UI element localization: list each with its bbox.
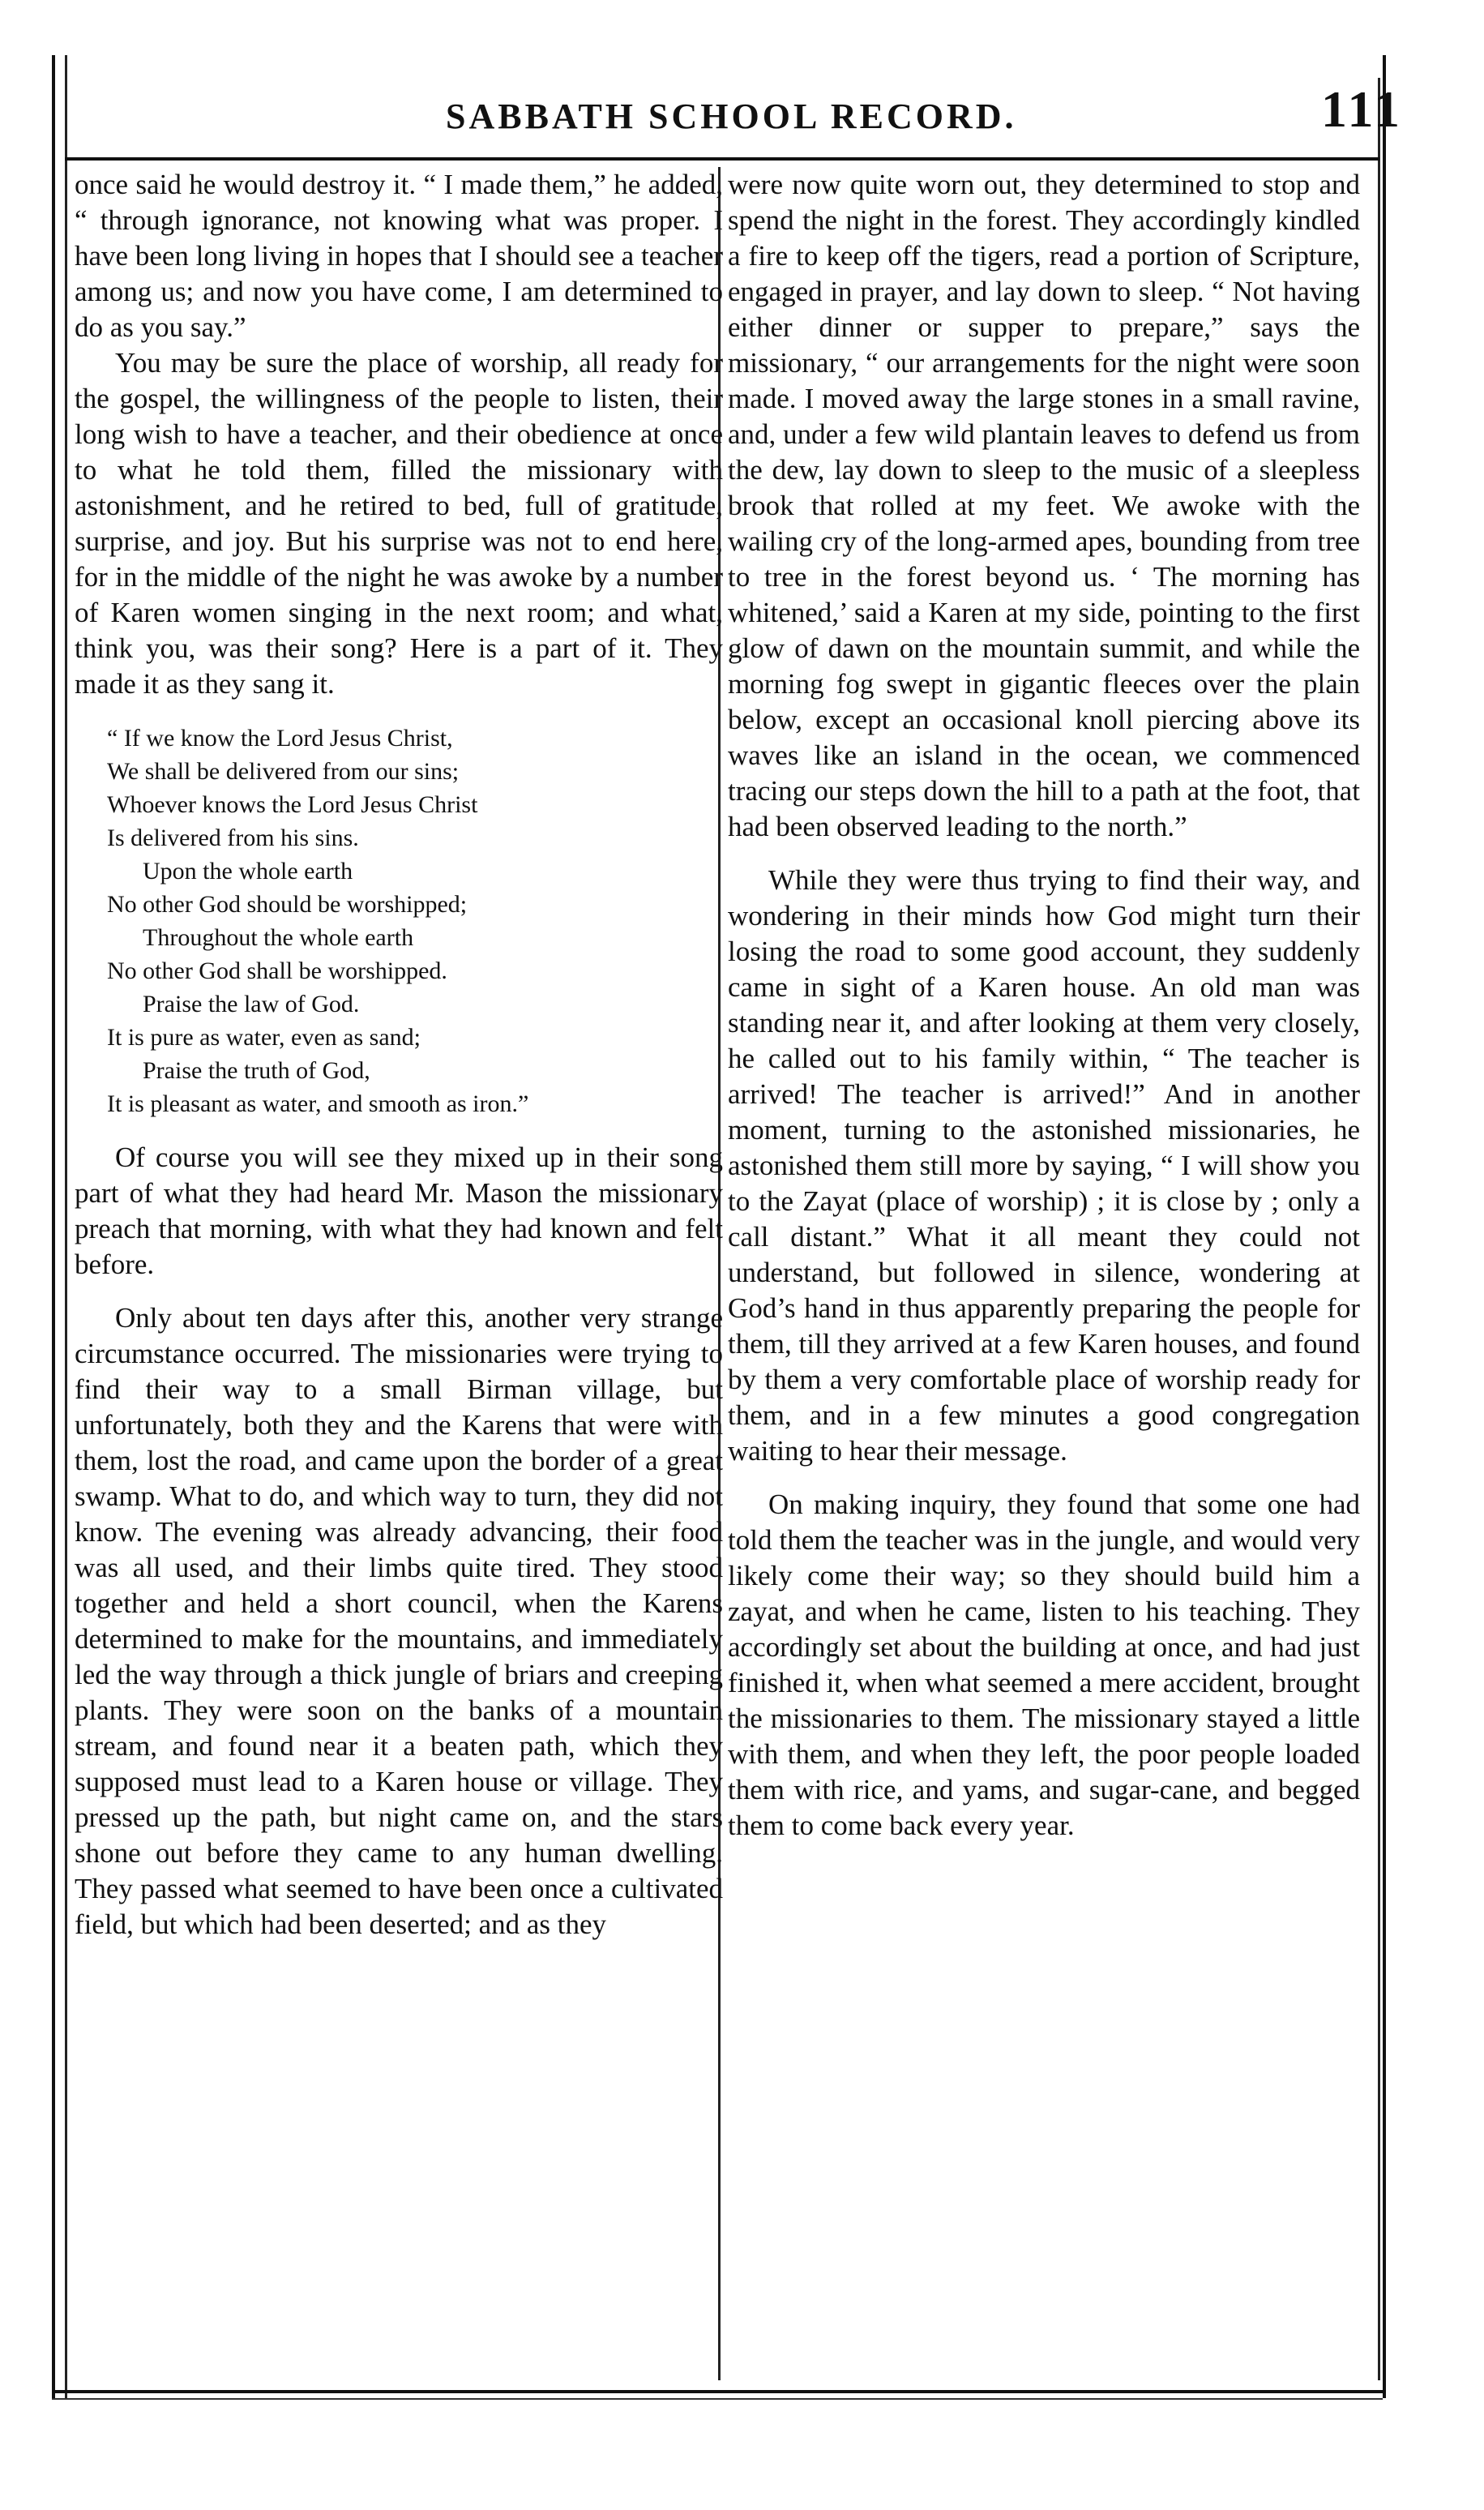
verse-line: Whoever knows the Lord Jesus Christ: [107, 791, 478, 818]
paragraph: On making inquiry, they found that some one had told them the teacher was in the jungle, and would very likely come their way; so they should build him a zayat, and when he came, listen to his teaching. They accordingly set about the building at once, and had just finished it, when what seemed a mere accident, brought the missionaries to them. The missionary stayed a little with them, and when they left, the poor people loaded them with rice, and yams, and sugar-cane, and begged them to come back every year.: [728, 1488, 1360, 1841]
right-column: [728, 167, 1360, 1844]
paragraph: Of course you will see they mixed up in their song part of what they had heard Mr. Mason the missionary preach that morning, with what they had known and felt before.: [75, 1141, 723, 1280]
paragraph: While they were thus trying to find their way, and wondering in their minds how God might turn their losing the road to some good account, they suddenly came in sight of a Karen house. An old man was standing near it, and after looking at them very closely, he called out to his family within, “ The teacher is arrived! The teacher is arrived!” And in another moment, turning to the astonished missionaries, he astonished them still more by saying, “ I will show you to the Zayat (place of worship) ; it is close by ; only a call distant.” What it all meant they could not understand, but followed in silence, wondering at God’s hand in thus apparently preparing the people for them, till they arrived at a few Karen houses, and found by them a very comfortable place of worship ready for them, and in a few minutes a good congregation waiting to hear their message.: [728, 864, 1360, 1467]
border-rule-left: [65, 55, 67, 2398]
verse-line: No other God should be worshipped;: [107, 891, 468, 918]
left-column: [75, 167, 723, 1942]
verse-line: Praise the law of God.: [143, 991, 360, 1017]
paragraph: Only about ten days after this, another very strange circumstance occurred. The missionaries were trying to find their way to a small Birman village, but unfortunately, both they and the Karens that were with them, lost the road, and came upon the border of a great swamp. What to do, and which way to turn, they did not know. The evening was already advancing, their food was all used, and their limbs quite tired. They stood together and held a short council, when the Karens determined to make for the mountains, and immediately led the way through a thick jungle of briars and creeping plants. They were soon on the banks of a mountain stream, and found near it a beaten path, which they supposed must lead to a Karen house or village. They pressed up the path, but night came on, and the stars shone out before they came to any human dwelling. They passed what seemed to have been once a cultivated field, but which had been deserted; and as they: [75, 1302, 723, 1940]
paragraph: You may be sure the place of worship, all ready for the gospel, the willingness of the people to listen, their long wish to have a teacher, and their obedience at once to what he told them, filled the missionary with astonishment, and he retired to bed, full of gratitude, surprise, and joy. But his surprise was not to end here, for in the middle of the night he was awoke by a number of Karen women singing in the next room; and what, think you, was their song? Here is a part of it. They made it as they sang it.: [75, 347, 723, 700]
verse-line: Praise the truth of God,: [143, 1057, 370, 1084]
page-header: [65, 62, 1403, 161]
verse-line: We shall be delivered from our sins;: [107, 758, 460, 785]
page-number: 111: [1321, 80, 1403, 138]
running-head: SABBATH SCHOOL RECORD.: [446, 96, 1017, 136]
verse-line: Throughout the whole earth: [143, 924, 414, 951]
paragraph: once said he would destroy it. “ I made them,” he added, “ through ignorance, not knowing what was proper. I have been long living in hopes that I should see a teacher among us; and now you have come, I am determined to do as you say.”: [75, 169, 723, 343]
bottom-rule: [52, 2390, 1383, 2393]
verse-line: It is pleasant as water, and smooth as iron.”: [107, 1090, 529, 1117]
song-verse: [107, 722, 723, 1120]
verse-line: Upon the whole earth: [143, 858, 353, 884]
verse-line: “ If we know the Lord Jesus Christ,: [107, 725, 453, 752]
paragraph: were now quite worn out, they determined to stop and spend the night in the forest. They accordingly kindled a fire to keep off the tigers, read a portion of Scripture, engaged in prayer, and lay down to sleep. “ Not having either dinner or supper to prepare,” says the missionary, “ our arrangements for the night were soon made. I moved away the large stones in a small ravine, and, under a few wild plantain leaves to defend us from the dew, lay down to sleep to the music of a sleepless brook that rolled at my feet. We awoke with the wailing cry of the long-armed apes, bounding from tree to tree in the forest beyond us. ‘ The morning has whitened,’ said a Karen at my side, pointing to the first glow of dawn on the mountain summit, and while the morning fog swept in gigantic fleeces over the plain below, except an occasional knoll piercing above its waves like an island in the ocean, we commenced tracing our steps down the hill to a path at the foot, that had been observed leading to the north.”: [728, 169, 1360, 842]
border-rule-right: [1378, 78, 1380, 2380]
bottom-rule-thin: [52, 2398, 1383, 2400]
verse-line: No other God shall be worshipped.: [107, 957, 447, 984]
verse-line: It is pure as water, even as sand;: [107, 1024, 421, 1051]
verse-line: Is delivered from his sins.: [107, 825, 359, 851]
